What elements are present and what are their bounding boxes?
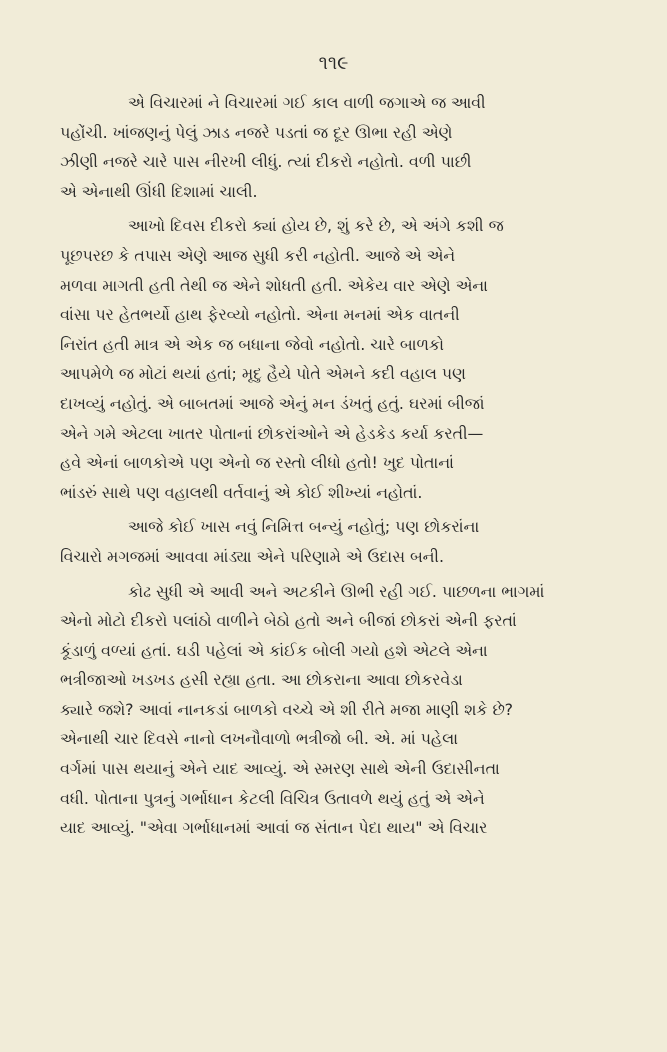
text-line: એનો મોટો દીકરો પલાંઠો વાળીને બેઠો હતો અને બીજાં છોકરાં એની ફરતાં — [60, 611, 517, 631]
paragraph — [60, 512, 640, 571]
text-line: યાદ આવ્યું. "એવા ગર્ભાધાનમાં આવાં જ સંતાન પેદા થાય" એ વિચાર — [60, 818, 488, 838]
text-line: કોઢ સુધી એ આવી અને અટકીને ઊભી રહી ગઈ. પાછળના ભાગમાં — [128, 581, 545, 601]
text-line: એ વિચારમાં ને વિચારમાં ગઈ કાલ વાળી જગાએ જ આવી — [128, 93, 486, 112]
text-line: કૂંડાળું વળ્યાં હતાં. ઘડી પહેલાં એ કાંઈક બોલી ગયો હશે એટલે એના — [60, 640, 488, 660]
text-line: આજે કોઈ ખાસ નવું નિમિત્ત બન્યું નહોતું; પણ છોકરાંના — [128, 517, 480, 537]
paragraph — [60, 577, 640, 843]
text-line: એને ગમે એટલા ખાતર પોતાનાં છોકરાંઓને એ હેડકેડ કર્યા કરતી— — [60, 423, 484, 443]
text-line: ભાંડરું સાથે પણ વહાલથી વર્તવાનું એ કોઈ શીખ્યાં નહોતાં. — [60, 482, 423, 502]
text-line: હવે એનાં બાળકોએ પણ એનો જ રસ્તો લીધો હતો! ખુદ પોતાનાં — [60, 453, 454, 473]
text-line: આપમેળે જ મોટાં થયાં હતાં; મૃદુ હૈયે પોતે એમને કદી વહાલ પણ — [60, 364, 466, 384]
text-line: એ એનાથી ઊંધી દિશામાં ચાલી. — [60, 181, 258, 201]
text-line: દાખવ્યું નહોતું. એ બાબતમાં આજે એનું મન ડંખતું હતું. ઘરમાં બીજાં — [60, 393, 485, 413]
text-line: વિચારો મગજમાં આવવા માંડ્યા એને પરિણામે એ ઉદાસ બની. — [60, 546, 444, 566]
paragraph — [60, 88, 640, 206]
text-line: નિરાંત હતી માત્ર એ એક જ બધાના જેવો નહોતો. ચારે બાળકો — [60, 334, 444, 354]
text-line: પહોંચી. ખાંજણનું પેલું ઝાડ નજરે પડતાં જ દૂર ઊભા રહી એણે — [60, 122, 453, 142]
text-line: પૂછપરછ કે તપાસ એણે આજ સુધી કરી નહોતી. આજે એ એને — [60, 245, 456, 265]
text-line: આખો દિવસ દીકરો ક્યાં હોય છે, શું કરે છે, એ અંગે કશી જ — [128, 216, 504, 236]
text-line: વધી. પોતાના પુત્રનું ગર્ભાધાન કેટલી વિચિત્ર ઉતાવળે થયું હતું એ એને — [60, 788, 485, 808]
text-line: મળવા માગતી હતી તેથી જ એને શોધતી હતી. એકેય વાર એણે એના — [60, 275, 488, 295]
text-line: વાંસા પર હેતભર્યો હાથ ફેરવ્યો નહોતો. એના મનમાં એક વાતની — [60, 305, 460, 325]
text-line: ઝીણી નજરે ચારે પાસ નીરખી લીધું. ત્યાં દીકરો નહોતો. વળી પાછી — [60, 152, 472, 172]
body-text — [60, 88, 640, 848]
text-line: ભત્રીજાઓ ખડખડ હસી રહ્યા હતા. આ છોકરાના આવા છોકરવેડા — [60, 670, 463, 690]
text-line: ક્યારે જશે? આવાં નાનકડાં બાળકો વચ્ચે એ શી રીતે મજા માણી શકે છે? — [60, 699, 514, 719]
text-line: એનાથી ચાર દિવસે નાનો લખનૌવાળો ભત્રીજો બી. એ. માં પહેલા — [60, 729, 458, 749]
page-number: ૧૧૯ — [318, 52, 349, 74]
paragraph — [60, 211, 640, 507]
text-line: વર્ગમાં પાસ થયાનું એને યાદ આવ્યું. એ સ્મરણ સાથે એની ઉદાસીનતા — [60, 759, 500, 779]
